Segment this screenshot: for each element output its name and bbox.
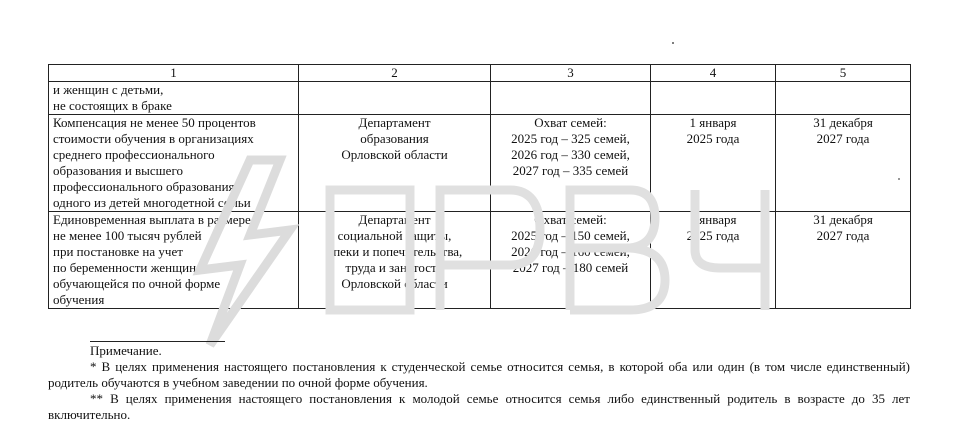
cell-line: 2027 года <box>816 228 870 243</box>
cell-line: труда и занятости <box>345 260 444 275</box>
cell-line: Департамент <box>358 212 431 227</box>
scan-speck <box>672 42 674 44</box>
cell-line: не состоящих в браке <box>53 98 172 113</box>
cell-line: 2026 год – 160 семей, <box>511 244 630 259</box>
executor-cell <box>299 115 491 212</box>
cell-line: не менее 100 тысяч рублей <box>53 228 202 243</box>
end-date-cell <box>776 82 911 115</box>
header-cell: 2 <box>299 65 491 82</box>
cell-line: 2025 год – 325 семей, <box>511 131 630 146</box>
measure-cell <box>49 82 299 115</box>
notes-section <box>48 342 910 423</box>
cell-line: обучающейся по очной форме <box>53 276 221 291</box>
coverage-cell <box>491 212 651 309</box>
cell-line: одного из детей многодетной семьи <box>53 195 251 210</box>
measure-cell <box>49 115 299 212</box>
cell-line: 2027 год – 180 семей <box>512 260 629 275</box>
executor-cell <box>299 212 491 309</box>
end-date-cell <box>776 212 911 309</box>
coverage-cell <box>491 115 651 212</box>
cell-line: Департамент <box>358 115 431 130</box>
header-cell: 1 <box>49 65 299 82</box>
cell-line: профессионального образования <box>53 179 235 194</box>
cell-line: Орловской области <box>341 276 448 291</box>
cell-line: обучения <box>53 292 105 307</box>
table-header-row <box>49 65 911 82</box>
cell-line: по беременности женщине, <box>53 260 206 275</box>
cell-line: 2026 год – 330 семей, <box>511 147 630 162</box>
cell-line: Охват семей: <box>534 212 607 227</box>
cell-line: стоимости обучения в организациях <box>53 131 254 146</box>
cell-line: 2025 год – 150 семей, <box>511 228 630 243</box>
cell-line: Орловской области <box>341 147 448 162</box>
cell-line: Компенсация не менее 50 процентов <box>53 115 256 130</box>
cell-line: и женщин с детьми, <box>53 82 164 97</box>
measures-table <box>48 64 911 309</box>
executor-cell <box>299 82 491 115</box>
cell-line: опеки и попечительства, <box>326 244 463 259</box>
cell-line: 31 декабря <box>813 212 873 227</box>
cell-line: социальной защиты, <box>337 228 452 243</box>
measure-cell <box>49 212 299 309</box>
table-row <box>49 115 911 212</box>
cell-line: 1 января <box>689 115 737 130</box>
table-row <box>49 82 911 115</box>
footnote-student-family: * В целях применения настоящего постановления к студенческой семье относится семья, в которой оба или один (в том числе единственный) родитель обучаются в учебном заведении по очной форме обучения. <box>48 359 910 390</box>
cell-line: Единовременная выплата в размере <box>53 212 251 227</box>
table-row <box>49 212 911 309</box>
header-cell: 4 <box>651 65 776 82</box>
start-date-cell <box>651 82 776 115</box>
cell-line: 2025 года <box>686 228 740 243</box>
cell-line: 31 декабря <box>813 115 873 130</box>
cell-line: 2025 года <box>686 131 740 146</box>
cell-line: 2027 года <box>816 131 870 146</box>
cell-line: 2027 год – 335 семей <box>512 163 629 178</box>
coverage-cell <box>491 82 651 115</box>
cell-line: 1 января <box>689 212 737 227</box>
cell-line: при постановке на учет <box>53 244 183 259</box>
footnote-young-family: ** В целях применения настоящего постановления к молодой семье относится семья либо единственный родитель в возрасте до 35 лет включительно. <box>48 391 910 422</box>
cell-line: образования и высшего <box>53 163 183 178</box>
header-cell: 5 <box>776 65 911 82</box>
start-date-cell <box>651 115 776 212</box>
notes-title: Примечание. <box>90 343 162 358</box>
cell-line: образования <box>360 131 429 146</box>
end-date-cell <box>776 115 911 212</box>
header-cell: 3 <box>491 65 651 82</box>
cell-line: среднего профессионального <box>53 147 215 162</box>
start-date-cell <box>651 212 776 309</box>
cell-line: Охват семей: <box>534 115 607 130</box>
